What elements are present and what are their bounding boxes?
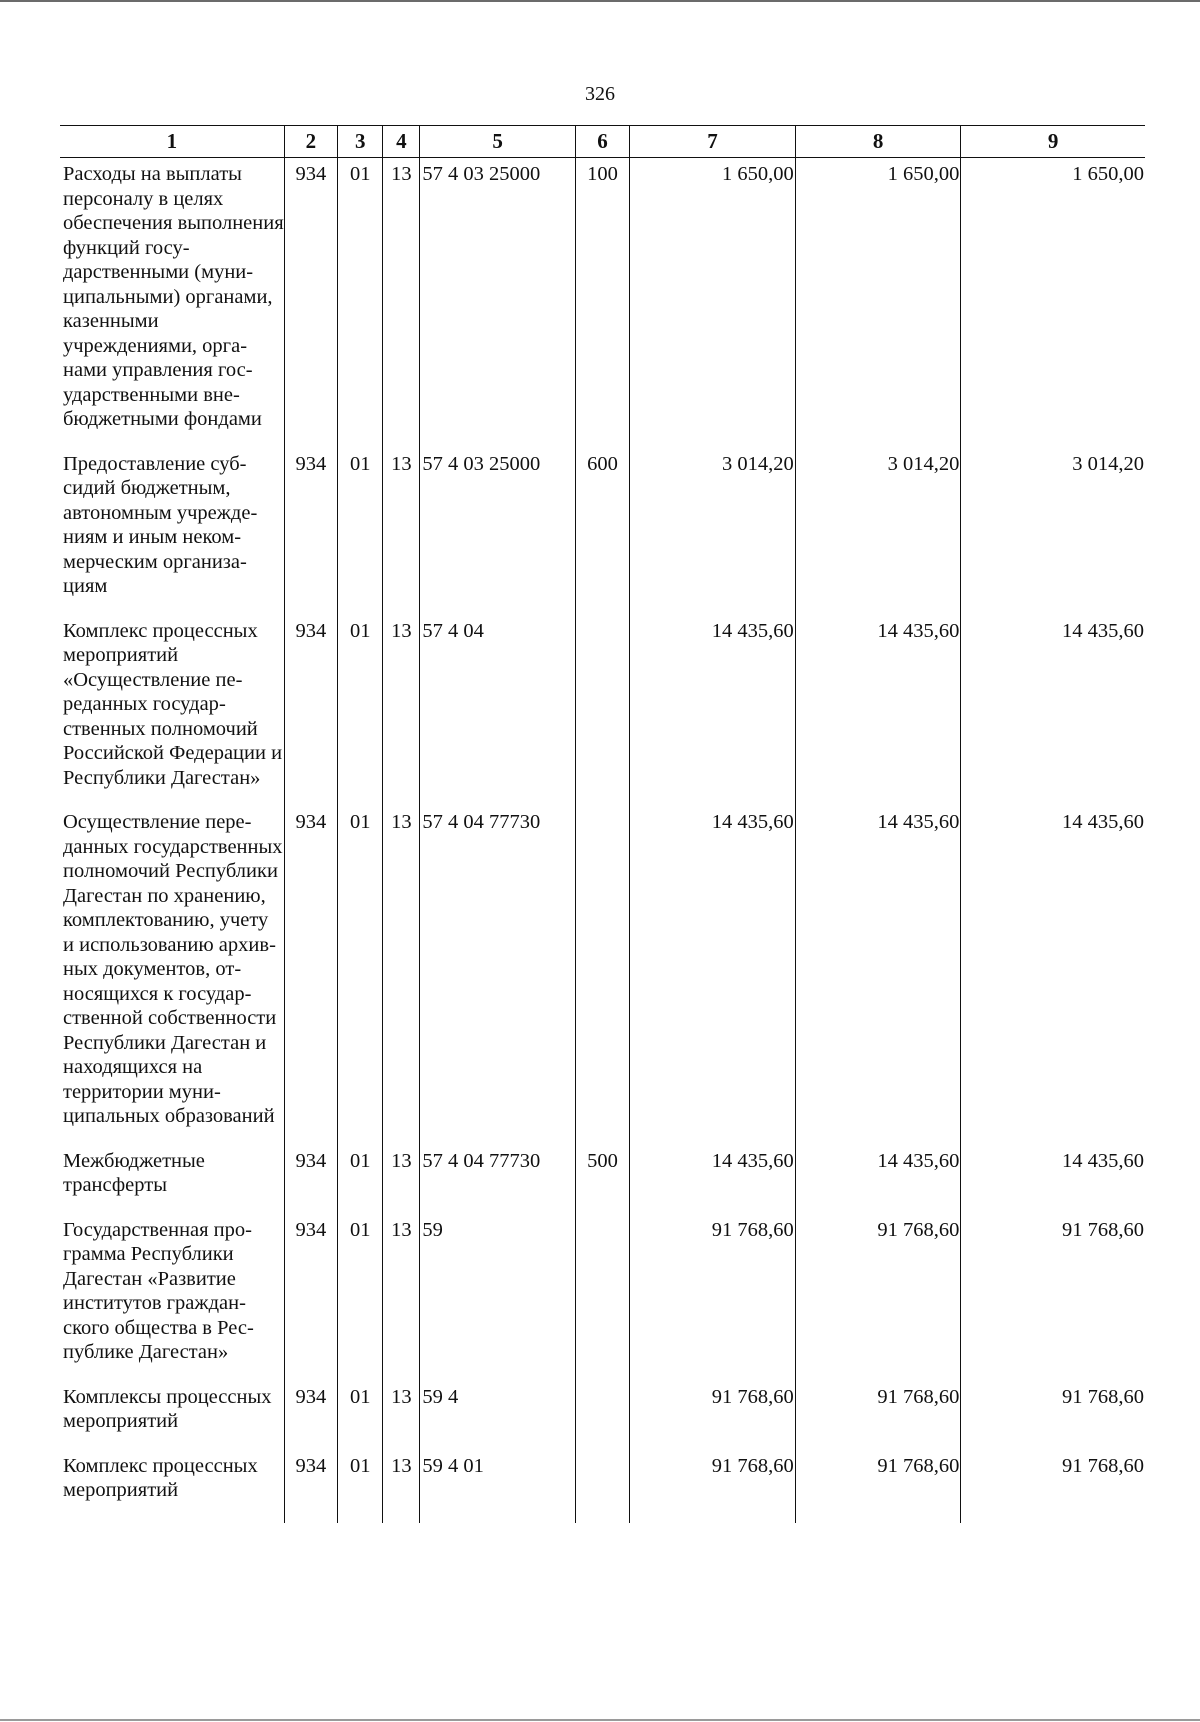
amount-column-9: 91 768,60 bbox=[961, 1454, 1145, 1523]
ministry-code: 934 bbox=[284, 619, 337, 811]
expense-type-code bbox=[575, 1454, 630, 1523]
amount-column-7: 14 435,60 bbox=[630, 810, 796, 1149]
section-code: 01 bbox=[338, 1454, 383, 1523]
amount-column-9: 91 768,60 bbox=[961, 1385, 1145, 1454]
amount-column-8: 1 650,00 bbox=[795, 158, 961, 452]
section-code: 01 bbox=[338, 1385, 383, 1454]
expense-type-code bbox=[575, 1385, 630, 1454]
amount-column-8: 91 768,60 bbox=[795, 1385, 961, 1454]
amount-column-8: 91 768,60 bbox=[795, 1454, 961, 1523]
table-row bbox=[60, 158, 1145, 452]
amount-column-7: 3 014,20 bbox=[630, 452, 796, 619]
amount-column-7: 14 435,60 bbox=[630, 619, 796, 811]
target-article-code: 57 4 04 77730 bbox=[420, 810, 575, 1149]
expense-type-code bbox=[575, 619, 630, 811]
section-code: 01 bbox=[338, 619, 383, 811]
section-code: 01 bbox=[338, 158, 383, 452]
row-name: Расходы на выплаты персоналу в целях обеспечения выполнения функций государственными (муниципальными) органами, казенными учреждениями, органами управления государственными внебюджетными фондами bbox=[60, 158, 284, 452]
row-name: Осуществление переданных государственных полномочий Республики Дагестан по хранению, комплектованию, учету и использованию архивных документов, относящихся к государственной собственности Республики Дагестан и находящихся на территории муниципальных образований bbox=[60, 810, 284, 1149]
ministry-code: 934 bbox=[284, 1218, 337, 1385]
amount-column-7: 91 768,60 bbox=[630, 1454, 796, 1523]
section-code: 01 bbox=[338, 1218, 383, 1385]
amount-column-8: 3 014,20 bbox=[795, 452, 961, 619]
ministry-code: 934 bbox=[284, 1385, 337, 1454]
column-header-2: 2 bbox=[284, 126, 337, 158]
section-code: 01 bbox=[338, 452, 383, 619]
ministry-code: 934 bbox=[284, 1149, 337, 1218]
target-article-code: 57 4 04 77730 bbox=[420, 1149, 575, 1218]
column-header-7: 7 bbox=[630, 126, 796, 158]
amount-column-8: 91 768,60 bbox=[795, 1218, 961, 1385]
budget-table bbox=[60, 125, 1145, 1523]
amount-column-7: 91 768,60 bbox=[630, 1218, 796, 1385]
table-row bbox=[60, 619, 1145, 811]
amount-column-7: 14 435,60 bbox=[630, 1149, 796, 1218]
amount-column-9: 14 435,60 bbox=[961, 619, 1145, 811]
target-article-code: 59 4 01 bbox=[420, 1454, 575, 1523]
table-row bbox=[60, 810, 1145, 1149]
row-name: Комплекс процессных мероприятий «Осуществление переданных государственных полномочий Российской Федерации и Республики Дагестан» bbox=[60, 619, 284, 811]
expense-type-code bbox=[575, 810, 630, 1149]
amount-column-9: 91 768,60 bbox=[961, 1218, 1145, 1385]
table-row bbox=[60, 1149, 1145, 1218]
row-name: Предоставление субсидий бюджетным, автономным учреждениям и иным некоммерческим организациям bbox=[60, 452, 284, 619]
row-name: Комплекс процессных мероприятий bbox=[60, 1454, 284, 1523]
subsection-code: 13 bbox=[383, 1149, 420, 1218]
column-header-1: 1 bbox=[60, 126, 284, 158]
subsection-code: 13 bbox=[383, 1454, 420, 1523]
table-row bbox=[60, 1385, 1145, 1454]
row-name: Комплексы процессных мероприятий bbox=[60, 1385, 284, 1454]
ministry-code: 934 bbox=[284, 810, 337, 1149]
target-article-code: 57 4 03 25000 bbox=[420, 158, 575, 452]
table-row bbox=[60, 452, 1145, 619]
subsection-code: 13 bbox=[383, 810, 420, 1149]
table-row bbox=[60, 1218, 1145, 1385]
amount-column-9: 14 435,60 bbox=[961, 810, 1145, 1149]
ministry-code: 934 bbox=[284, 158, 337, 452]
expense-type-code: 600 bbox=[575, 452, 630, 619]
column-header-6: 6 bbox=[575, 126, 630, 158]
target-article-code: 57 4 03 25000 bbox=[420, 452, 575, 619]
column-header-3: 3 bbox=[338, 126, 383, 158]
row-name: Межбюджетные трансферты bbox=[60, 1149, 284, 1218]
table-row bbox=[60, 1454, 1145, 1523]
subsection-code: 13 bbox=[383, 1218, 420, 1385]
target-article-code: 59 4 bbox=[420, 1385, 575, 1454]
column-header-8: 8 bbox=[795, 126, 961, 158]
table-header-row bbox=[60, 126, 1145, 158]
amount-column-8: 14 435,60 bbox=[795, 810, 961, 1149]
row-name: Государственная программа Республики Дагестан «Развитие институтов гражданского общества в Республике Дагестан» bbox=[60, 1218, 284, 1385]
amount-column-9: 14 435,60 bbox=[961, 1149, 1145, 1218]
subsection-code: 13 bbox=[383, 619, 420, 811]
column-header-9: 9 bbox=[961, 126, 1145, 158]
amount-column-7: 1 650,00 bbox=[630, 158, 796, 452]
ministry-code: 934 bbox=[284, 1454, 337, 1523]
page-top-border bbox=[0, 0, 1200, 2]
amount-column-8: 14 435,60 bbox=[795, 1149, 961, 1218]
expense-type-code: 500 bbox=[575, 1149, 630, 1218]
amount-column-9: 3 014,20 bbox=[961, 452, 1145, 619]
section-code: 01 bbox=[338, 810, 383, 1149]
column-header-4: 4 bbox=[383, 126, 420, 158]
column-header-5: 5 bbox=[420, 126, 575, 158]
page-bottom-border bbox=[0, 1719, 1200, 1721]
ministry-code: 934 bbox=[284, 452, 337, 619]
expense-type-code bbox=[575, 1218, 630, 1385]
subsection-code: 13 bbox=[383, 158, 420, 452]
target-article-code: 59 bbox=[420, 1218, 575, 1385]
amount-column-8: 14 435,60 bbox=[795, 619, 961, 811]
section-code: 01 bbox=[338, 1149, 383, 1218]
amount-column-7: 91 768,60 bbox=[630, 1385, 796, 1454]
subsection-code: 13 bbox=[383, 1385, 420, 1454]
page-number: 326 bbox=[585, 83, 615, 105]
target-article-code: 57 4 04 bbox=[420, 619, 575, 811]
expense-type-code: 100 bbox=[575, 158, 630, 452]
subsection-code: 13 bbox=[383, 452, 420, 619]
amount-column-9: 1 650,00 bbox=[961, 158, 1145, 452]
